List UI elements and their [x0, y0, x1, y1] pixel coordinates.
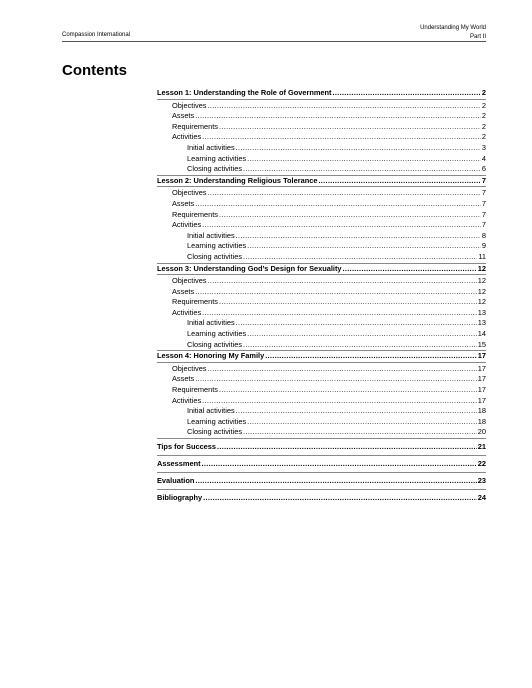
- toc-page-number: 12: [477, 276, 486, 286]
- dot-leader: [236, 143, 481, 154]
- toc-entry-label: Activities: [172, 132, 202, 142]
- header-title-line: Understanding My World: [420, 25, 486, 31]
- toc-page-number: 2: [481, 100, 486, 110]
- toc-page-number: 7: [481, 220, 486, 230]
- toc-entry[interactable]: [157, 122, 486, 133]
- toc-entry[interactable]: [157, 340, 486, 351]
- toc-entry-label: Objectives: [172, 100, 207, 110]
- dot-leader: [195, 111, 481, 122]
- toc-page-number: 18: [477, 406, 486, 416]
- toc-page-number: 17: [477, 363, 486, 373]
- toc-entry-label: Assets: [172, 286, 195, 296]
- toc-entry[interactable]: [157, 427, 486, 438]
- dot-leader: [208, 101, 481, 112]
- toc-lesson-4: [157, 350, 486, 438]
- toc-entry-label: Lesson 4: Honoring My Family: [157, 351, 265, 361]
- toc-entry[interactable]: [157, 308, 486, 319]
- toc-lesson-heading[interactable]: [157, 351, 486, 363]
- dot-leader: [236, 406, 477, 417]
- toc-entry[interactable]: [157, 154, 486, 165]
- dot-leader: [195, 374, 477, 385]
- dot-leader: [202, 396, 477, 407]
- toc-page-number: 6: [481, 164, 486, 174]
- table-of-contents: [157, 88, 486, 506]
- header-divider: [62, 41, 486, 42]
- toc-page-number: 7: [481, 209, 486, 219]
- toc-page-number: 23: [477, 476, 486, 485]
- toc-entry-label: Objectives: [172, 363, 207, 373]
- toc-entry-label: Lesson 1: Understanding the Role of Government: [157, 88, 332, 97]
- header-part-line: Part II: [469, 34, 486, 40]
- dot-leader: [208, 188, 481, 199]
- dot-leader: [219, 122, 481, 133]
- dot-leader: [202, 308, 477, 319]
- toc-entry-label: Initial activities: [187, 142, 235, 152]
- toc-entry-label: Objectives: [172, 276, 207, 286]
- toc-section: [157, 472, 486, 489]
- toc-entry-label: Requirements: [172, 297, 219, 307]
- dot-leader: [265, 351, 477, 362]
- dot-leader: [333, 88, 481, 99]
- toc-page-number: 2: [481, 88, 486, 97]
- toc-entry[interactable]: [157, 374, 486, 385]
- toc-entry[interactable]: [157, 417, 486, 428]
- toc-lesson-2: [157, 175, 486, 263]
- toc-entry[interactable]: [157, 101, 486, 112]
- toc-entry-label: Lesson 2: Understanding Religious Tolerance: [157, 175, 318, 185]
- header-organization: Compassion International: [62, 32, 131, 38]
- toc-entry[interactable]: [157, 297, 486, 308]
- toc-entry[interactable]: [157, 406, 486, 417]
- toc-entry-label: Initial activities: [187, 230, 235, 240]
- dot-leader: [195, 287, 477, 298]
- toc-entry-label: Objectives: [172, 188, 207, 198]
- dot-leader: [208, 276, 477, 287]
- toc-entry-label: Closing activities: [187, 339, 243, 349]
- toc-page-number: 17: [477, 395, 486, 405]
- toc-page-number: 9: [481, 241, 486, 251]
- toc-section-heading[interactable]: [157, 492, 486, 503]
- page-title: Contents: [62, 62, 127, 79]
- toc-section-heading[interactable]: [157, 441, 486, 452]
- toc-entry[interactable]: [157, 385, 486, 396]
- toc-page-number: 2: [481, 111, 486, 121]
- dot-leader: [247, 241, 481, 252]
- dot-leader: [247, 329, 477, 340]
- toc-entry-label: Closing activities: [187, 251, 243, 261]
- toc-entry[interactable]: [157, 199, 486, 210]
- dot-leader: [219, 385, 477, 396]
- dot-leader: [236, 231, 481, 242]
- toc-section: [157, 455, 486, 472]
- dot-leader: [219, 210, 481, 221]
- toc-page-number: 12: [477, 286, 486, 296]
- toc-entry-label: Learning activities: [187, 153, 247, 163]
- toc-entry[interactable]: [157, 276, 486, 287]
- dot-leader: [195, 475, 476, 486]
- toc-entry-label: Assets: [172, 374, 195, 384]
- toc-entry[interactable]: [157, 252, 486, 263]
- toc-entry[interactable]: [157, 364, 486, 375]
- toc-lesson-heading[interactable]: [157, 176, 486, 188]
- toc-entry[interactable]: [157, 329, 486, 340]
- dot-leader: [247, 417, 477, 428]
- toc-page-number: 11: [478, 251, 486, 261]
- dot-leader: [236, 318, 477, 329]
- toc-entry[interactable]: [157, 164, 486, 175]
- dot-leader: [243, 252, 477, 263]
- toc-entry[interactable]: [157, 318, 486, 329]
- toc-page-number: 7: [481, 175, 486, 185]
- toc-page-number: 7: [481, 188, 486, 198]
- dot-leader: [203, 492, 477, 503]
- toc-lesson-1: [157, 88, 486, 175]
- dot-leader: [208, 364, 477, 375]
- dot-leader: [243, 164, 481, 175]
- toc-entry-label: Assets: [172, 198, 195, 208]
- dot-leader: [202, 220, 481, 231]
- toc-entry-label: Tips for Success: [157, 442, 217, 451]
- toc-section: [157, 438, 486, 455]
- toc-lesson-heading[interactable]: [157, 264, 486, 276]
- toc-entry-label: Requirements: [172, 121, 219, 131]
- toc-page-number: 8: [481, 230, 486, 240]
- toc-lesson-3: [157, 263, 486, 351]
- dot-leader: [243, 340, 477, 351]
- toc-section-heading[interactable]: [157, 458, 486, 469]
- toc-page-number: 17: [477, 351, 486, 361]
- toc-entry[interactable]: [157, 210, 486, 221]
- toc-section: [157, 489, 486, 506]
- dot-leader: [247, 154, 481, 165]
- toc-page-number: 2: [481, 121, 486, 131]
- toc-entry-label: Bibliography: [157, 493, 203, 502]
- toc-page-number: 22: [477, 459, 486, 468]
- toc-page-number: 2: [481, 132, 486, 142]
- toc-entry-label: Closing activities: [187, 427, 243, 437]
- toc-entry[interactable]: [157, 132, 486, 143]
- toc-entry-label: Activities: [172, 395, 202, 405]
- toc-entry[interactable]: [157, 241, 486, 252]
- toc-entry-label: Lesson 3: Understanding God’s Design for Sexuality: [157, 263, 342, 273]
- toc-entry-label: Requirements: [172, 385, 219, 395]
- toc-page-number: 24: [477, 493, 486, 502]
- dot-leader: [219, 297, 477, 308]
- toc-entry-label: Learning activities: [187, 416, 247, 426]
- dot-leader: [318, 176, 480, 187]
- toc-page-number: 3: [481, 142, 486, 152]
- toc-entry-label: Requirements: [172, 209, 219, 219]
- toc-page-number: 20: [477, 427, 486, 437]
- toc-entry[interactable]: [157, 143, 486, 154]
- toc-page-number: 12: [477, 297, 486, 307]
- toc-page-number: 18: [477, 416, 486, 426]
- toc-page-number: 13: [477, 307, 486, 317]
- toc-entry-label: Activities: [172, 307, 202, 317]
- toc-page-number: 15: [477, 339, 486, 349]
- header-document-title: [420, 24, 486, 42]
- toc-entry-label: Initial activities: [187, 318, 235, 328]
- toc-entry-label: Activities: [172, 220, 202, 230]
- toc-entry-label: Learning activities: [187, 241, 247, 251]
- toc-entry-label: Assessment: [157, 459, 201, 468]
- toc-lesson-heading[interactable]: [157, 88, 486, 100]
- toc-page-number: 4: [481, 153, 486, 163]
- toc-entry[interactable]: [157, 111, 486, 122]
- dot-leader: [202, 458, 477, 469]
- toc-page-number: 12: [477, 263, 486, 273]
- toc-entry[interactable]: [157, 231, 486, 242]
- dot-leader: [202, 132, 481, 143]
- toc-entry[interactable]: [157, 287, 486, 298]
- toc-page-number: 13: [477, 318, 486, 328]
- toc-page-number: 21: [477, 442, 486, 451]
- toc-entry-label: Learning activities: [187, 329, 247, 339]
- toc-page-number: 14: [477, 329, 486, 339]
- toc-section-heading[interactable]: [157, 475, 486, 486]
- toc-entry-label: Assets: [172, 111, 195, 121]
- dot-leader: [217, 441, 477, 452]
- dot-leader: [243, 427, 477, 438]
- dot-leader: [195, 199, 481, 210]
- toc-page-number: 17: [477, 374, 486, 384]
- toc-entry[interactable]: [157, 188, 486, 199]
- toc-page-number: 17: [477, 385, 486, 395]
- toc-entry-label: Closing activities: [187, 164, 243, 174]
- dot-leader: [343, 264, 477, 275]
- toc-entry-label: Evaluation: [157, 476, 195, 485]
- toc-entry-label: Initial activities: [187, 406, 235, 416]
- toc-page-number: 7: [481, 198, 486, 208]
- toc-entry[interactable]: [157, 220, 486, 231]
- toc-entry[interactable]: [157, 396, 486, 407]
